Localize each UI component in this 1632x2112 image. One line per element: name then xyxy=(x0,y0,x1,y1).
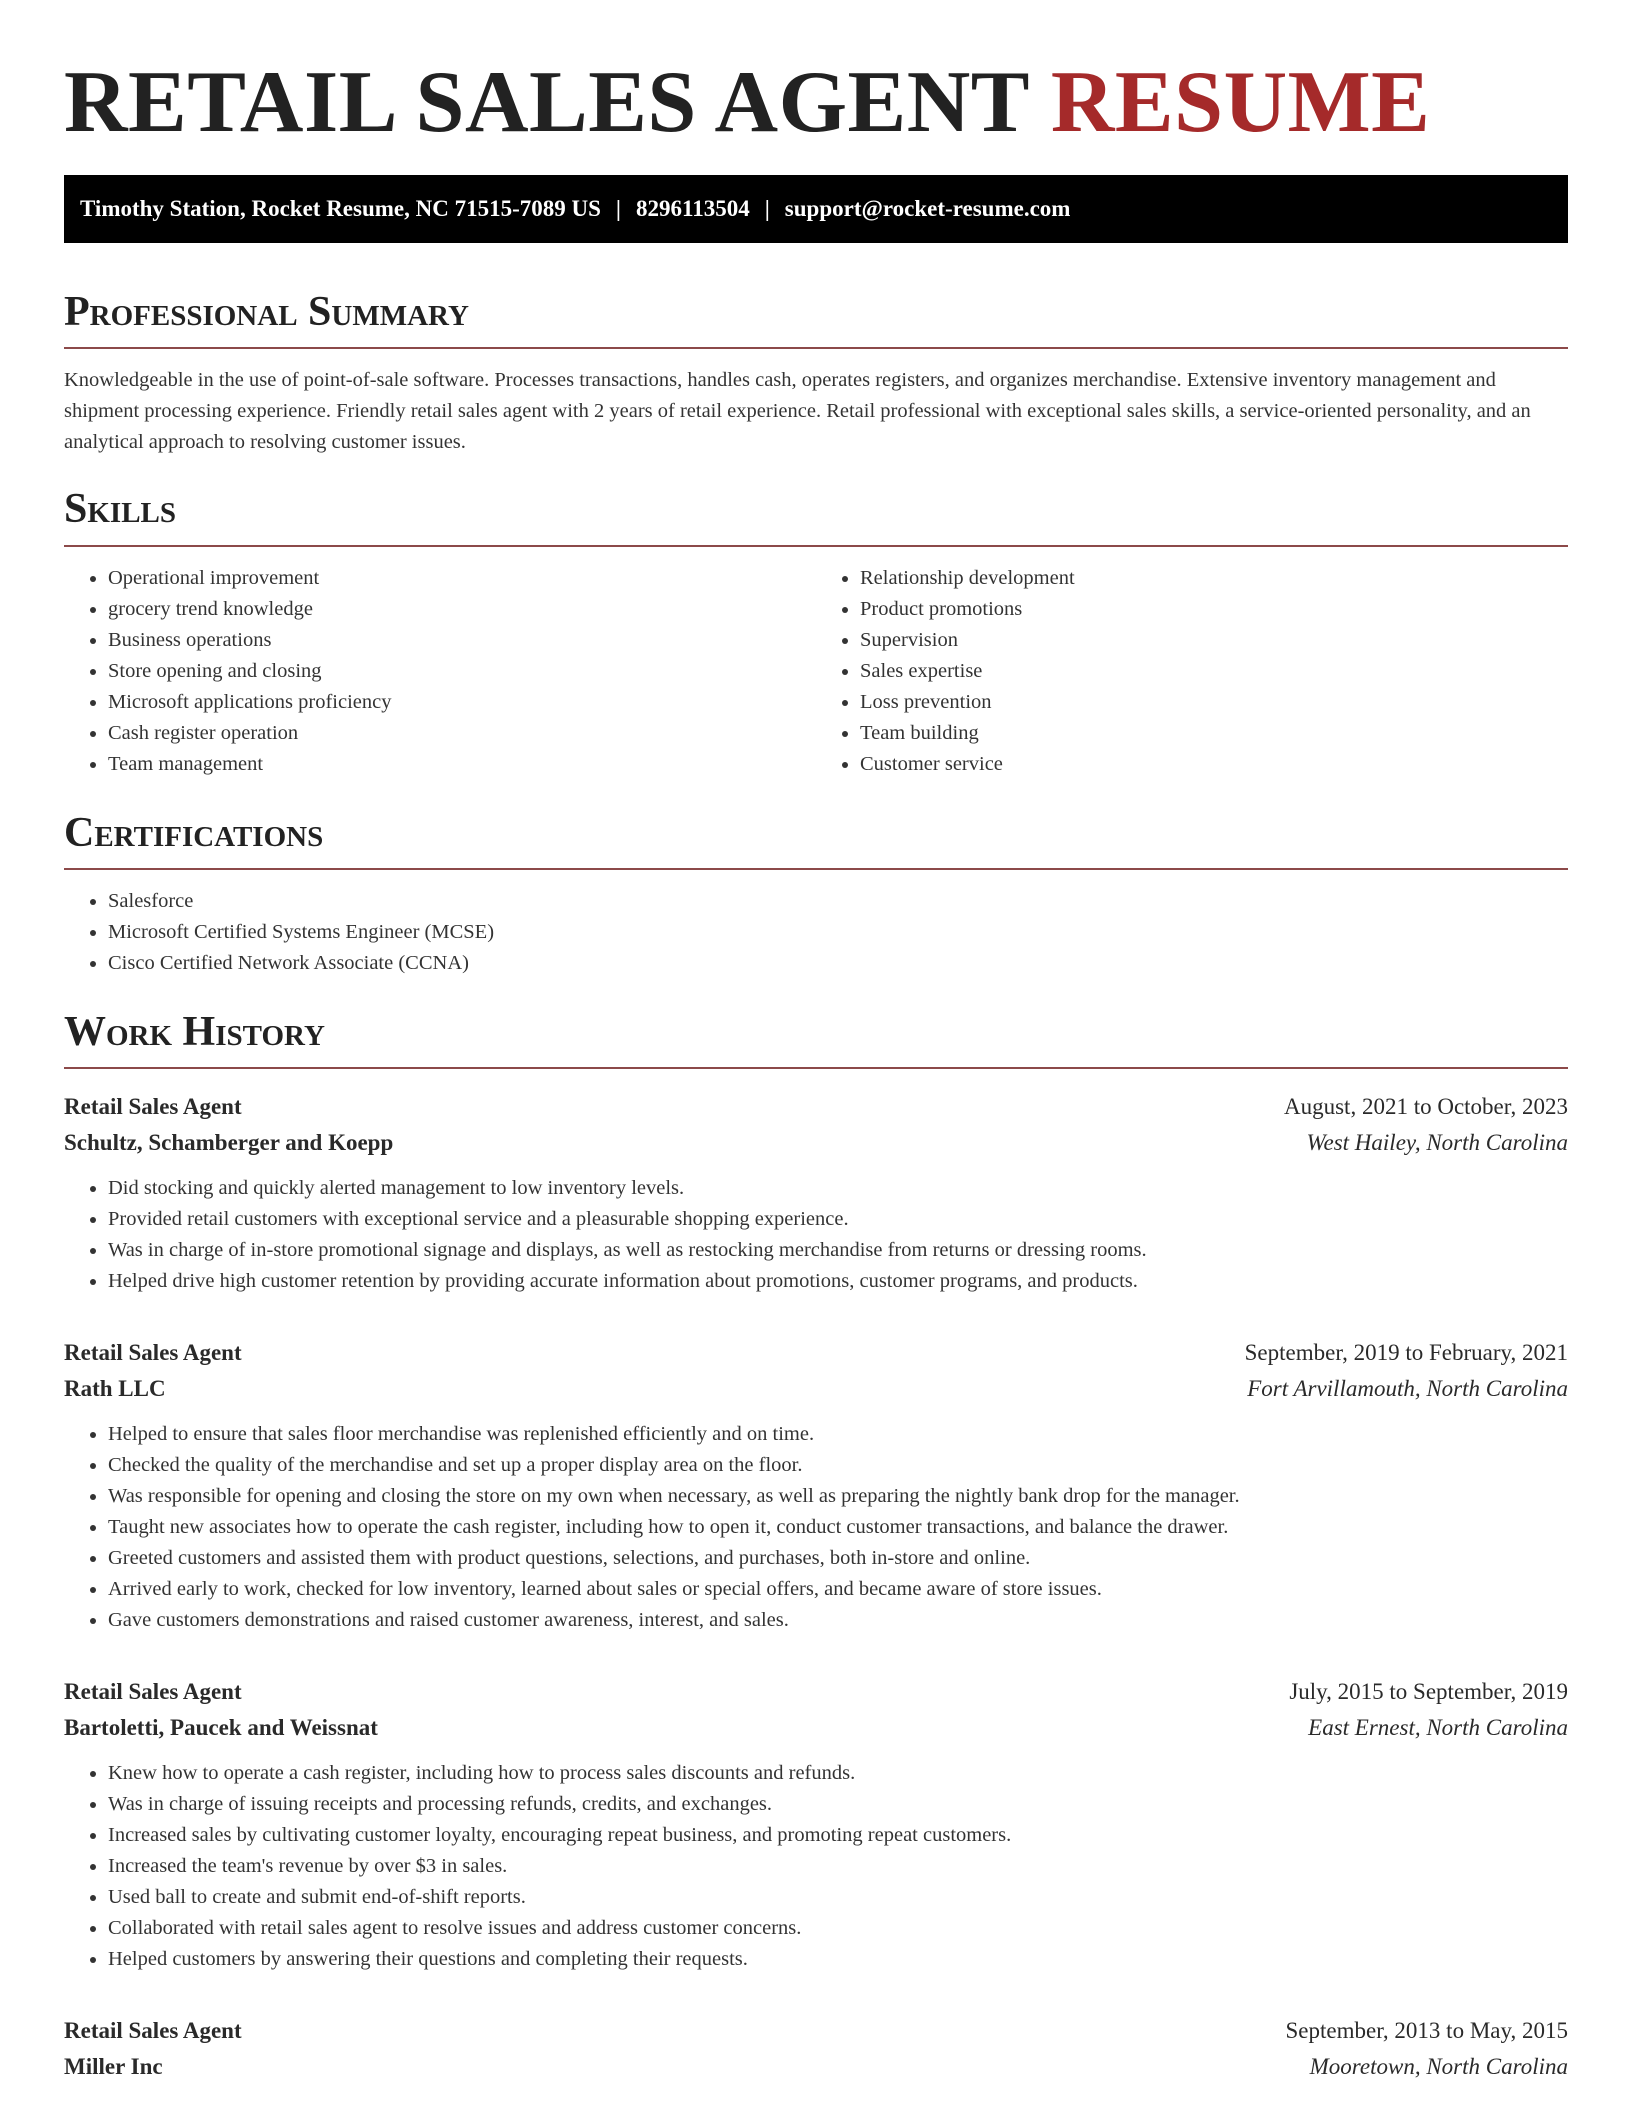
work-history-heading: Work History xyxy=(64,1008,325,1055)
job-bullet: • Was in charge of in-store promotional signage and displays, as well as restocking merchandise from returns or dressing rooms. xyxy=(108,1235,1568,1266)
job-entry xyxy=(64,1089,1568,1297)
skill-item: • Relationship development xyxy=(860,563,1568,594)
job-bullet: • Helped to ensure that sales floor merchandise was replenished efficiently and on time. xyxy=(108,1419,1568,1450)
skill-item: • Customer service xyxy=(860,749,1568,780)
certification-item: • Salesforce xyxy=(108,886,1568,917)
skills-list-right xyxy=(816,563,1568,780)
job-dates: September, 2019 to February, 2021 xyxy=(1244,1339,1568,1365)
summary-text: Knowledgeable in the use of point-of-sale software. Processes transactions, handles cash, operates registers, and organizes merchandise. Extensive inventory management and shipment processing experience. Friendly retail sales agent with 2 years of retail experience. Retail professional with exceptional sales skills, a service-oriented personality, and an analytical approach to resolving customer issues. xyxy=(64,369,1531,454)
job-subheader-row xyxy=(64,2049,1568,2085)
job-title: Retail Sales Agent xyxy=(64,1093,242,1119)
job-bullet: • Knew how to operate a cash register, including how to process sales discounts and refunds. xyxy=(108,1758,1568,1789)
skills-section xyxy=(64,486,1568,779)
skill-item: • Product promotions xyxy=(860,594,1568,625)
skills-heading: Skills xyxy=(64,486,177,533)
job-header-row xyxy=(64,1089,1568,1125)
job-bullets xyxy=(64,1173,1568,1297)
job-header-row xyxy=(64,1335,1568,1371)
section-divider xyxy=(64,1067,1568,1069)
contact-bar xyxy=(64,175,1568,243)
job-dates: August, 2021 to October, 2023 xyxy=(1284,1093,1568,1119)
job-location: West Hailey, North Carolina xyxy=(1306,1129,1568,1155)
contact-address: Timothy Station, Rocket Resume, NC 71515-7089 US xyxy=(80,196,601,222)
work-history-section xyxy=(64,1009,1568,2085)
skill-item: • Supervision xyxy=(860,625,1568,656)
skill-item: • Loss prevention xyxy=(860,687,1568,718)
job-bullet: • Checked the quality of the merchandise and set up a proper display area on the floor. xyxy=(108,1450,1568,1481)
job-bullet: • Helped customers by answering their questions and completing their requests. xyxy=(108,1944,1568,1975)
job-header-row xyxy=(64,2013,1568,2049)
skill-item: • Operational improvement xyxy=(108,563,816,594)
job-bullets xyxy=(64,1419,1568,1636)
skill-item: • grocery trend knowledge xyxy=(108,594,816,625)
contact-email: support@rocket-resume.com xyxy=(784,196,1071,222)
resume-title xyxy=(64,52,1568,153)
job-title: Retail Sales Agent xyxy=(64,2017,242,2043)
job-bullet: • Did stocking and quickly alerted management to low inventory levels. xyxy=(108,1173,1568,1204)
job-entry xyxy=(64,1674,1568,1975)
contact-separator: | xyxy=(615,196,621,222)
skill-item: • Sales expertise xyxy=(860,656,1568,687)
job-dates: September, 2013 to May, 2015 xyxy=(1285,2017,1568,2043)
job-title: Retail Sales Agent xyxy=(64,1678,242,1704)
job-bullet: • Provided retail customers with exceptional service and a pleasurable shopping experience. xyxy=(108,1204,1568,1235)
job-location: Mooretown, North Carolina xyxy=(1309,2053,1568,2079)
skills-columns xyxy=(64,563,1568,780)
job-bullet: • Taught new associates how to operate the cash register, including how to open it, conduct customer transactions, and balance the drawer. xyxy=(108,1512,1568,1543)
summary-section xyxy=(64,289,1568,458)
job-bullet: • Was responsible for opening and closing the store on my own when necessary, as well as preparing the nightly bank drop for the manager. xyxy=(108,1481,1568,1512)
skill-item: • Business operations xyxy=(108,625,816,656)
job-bullet: • Gave customers demonstrations and raised customer awareness, interest, and sales. xyxy=(108,1605,1568,1636)
job-bullet: • Increased sales by cultivating customer loyalty, encouraging repeat business, and promoting repeat customers. xyxy=(108,1820,1568,1851)
skills-list-left xyxy=(64,563,816,780)
certifications-list xyxy=(64,886,1568,979)
contact-phone: 8296113504 xyxy=(635,196,750,222)
skill-item: • Microsoft applications proficiency xyxy=(108,687,816,718)
title-main: RETAIL SALES AGENT xyxy=(64,54,1029,151)
job-company: Rath LLC xyxy=(64,1375,166,1401)
job-subheader-row xyxy=(64,1710,1568,1746)
job-company: Miller Inc xyxy=(64,2053,163,2079)
job-bullet: • Was in charge of issuing receipts and processing refunds, credits, and exchanges. xyxy=(108,1789,1568,1820)
resume-content xyxy=(64,0,1568,2085)
job-bullet: • Arrived early to work, checked for low inventory, learned about sales or special offers, and became aware of store issues. xyxy=(108,1574,1568,1605)
summary-heading: Professional Summary xyxy=(64,289,469,336)
job-bullet: • Increased the team's revenue by over $3 in sales. xyxy=(108,1851,1568,1882)
section-divider xyxy=(64,868,1568,870)
job-dates: July, 2015 to September, 2019 xyxy=(1289,1678,1568,1704)
skill-item: • Store opening and closing xyxy=(108,656,816,687)
job-entry xyxy=(64,1335,1568,1636)
contact-separator: | xyxy=(764,196,770,222)
job-subheader-row xyxy=(64,1371,1568,1407)
job-location: East Ernest, North Carolina xyxy=(1308,1714,1568,1740)
job-bullet: • Helped drive high customer retention by providing accurate information about promotions, customer programs, and products. xyxy=(108,1266,1568,1297)
job-company: Bartoletti, Paucek and Weissnat xyxy=(64,1714,378,1740)
job-bullet: • Used ball to create and submit end-of-shift reports. xyxy=(108,1882,1568,1913)
job-entry xyxy=(64,2013,1568,2085)
job-bullet: • Greeted customers and assisted them with product questions, selections, and purchases, both in-store and online. xyxy=(108,1543,1568,1574)
skill-item: • Team building xyxy=(860,718,1568,749)
title-accent: RESUME xyxy=(1050,54,1431,151)
certifications-section xyxy=(64,810,1568,979)
job-title: Retail Sales Agent xyxy=(64,1339,242,1365)
skill-item: • Team management xyxy=(108,749,816,780)
job-location: Fort Arvillamouth, North Carolina xyxy=(1247,1375,1568,1401)
job-header-row xyxy=(64,1674,1568,1710)
certification-item: • Cisco Certified Network Associate (CCNA) xyxy=(108,948,1568,979)
certification-item: • Microsoft Certified Systems Engineer (MCSE) xyxy=(108,917,1568,948)
skill-item: • Cash register operation xyxy=(108,718,816,749)
job-bullets xyxy=(64,1758,1568,1975)
job-company: Schultz, Schamberger and Koepp xyxy=(64,1129,394,1155)
job-bullet: • Collaborated with retail sales agent to resolve issues and address customer concerns. xyxy=(108,1913,1568,1944)
section-divider xyxy=(64,545,1568,547)
certifications-heading: Certifications xyxy=(64,809,324,856)
section-divider xyxy=(64,347,1568,349)
job-subheader-row xyxy=(64,1125,1568,1161)
